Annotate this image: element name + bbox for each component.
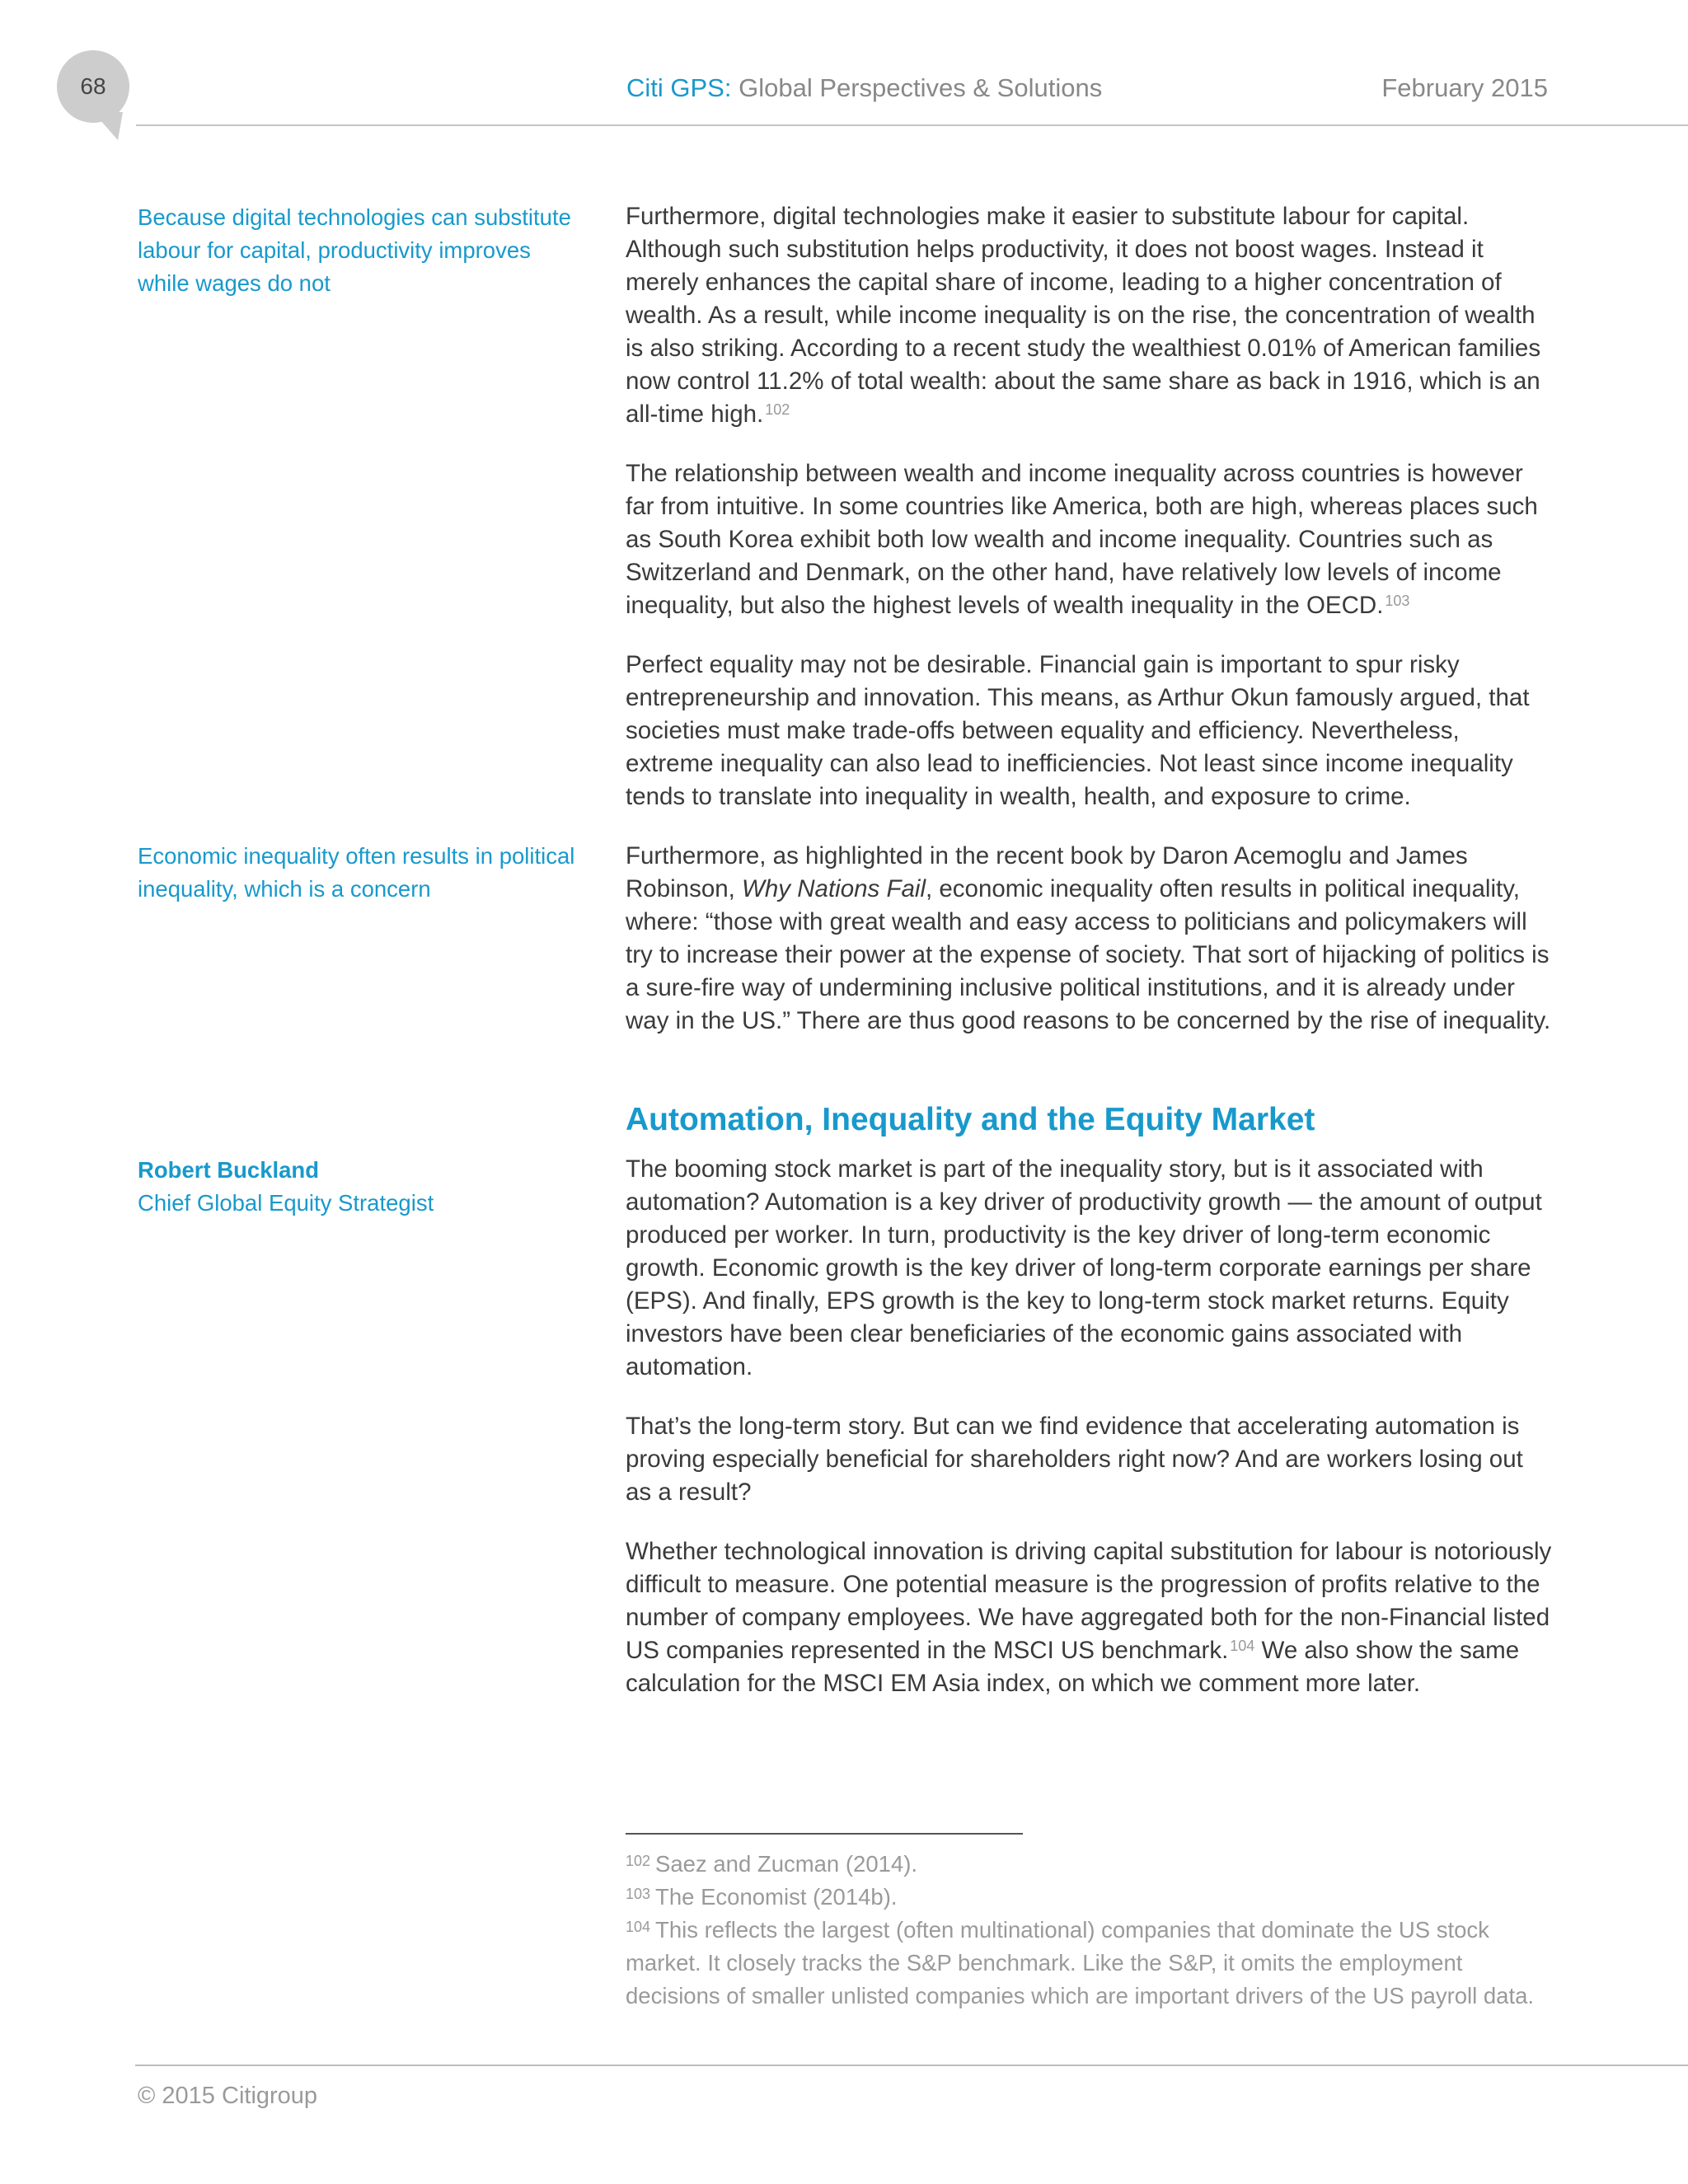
paragraph-7-text-b: We also show the same calculation for the MSCI EM Asia index, on which we comment more later. <box>626 1637 1520 1697</box>
paragraph-2-text: The relationship between wealth and income inequality across countries is however far from intuitive. In some countries like America, both are high, whereas places such as South Korea exhibit both low wealth and income inequality. Countries such as Switzerland and Denmark, on the other hand, have relatively low levels of income inequality, but also the highest levels of wealth inequality in the OECD. <box>626 460 1538 619</box>
book-title: Why Nations Fail <box>742 875 926 902</box>
paragraph-6-text: That’s the long-term story. But can we find evidence that accelerating automation is proving especially beneficial for shareholders right now? And are workers losing out as a result? <box>626 1413 1523 1506</box>
footnote-number: 103 <box>626 1886 651 1902</box>
sidenote-political-inequality: Economic inequality often results in political inequality, which is a concern <box>138 843 575 902</box>
header-divider <box>136 124 1688 126</box>
footnote-ref-103[interactable]: 103 <box>1385 593 1410 609</box>
page-badge-tail <box>88 112 123 140</box>
publication-title <box>626 73 1102 103</box>
footnote-ref-102[interactable]: 102 <box>765 401 790 418</box>
copyright: © 2015 Citigroup <box>138 2083 318 2109</box>
publication-date: February 2015 <box>1381 73 1548 102</box>
paragraph-3 <box>626 649 1553 813</box>
paragraph-4 <box>626 840 1553 1038</box>
paragraph-7 <box>626 1535 1553 1700</box>
brand-name: Citi GPS: <box>626 73 732 102</box>
footnote-104 <box>626 1914 1540 2013</box>
publication-subtitle: Global Perspectives & Solutions <box>738 73 1103 102</box>
footnote-ref-104[interactable]: 104 <box>1230 1638 1255 1654</box>
paragraph-5 <box>626 1153 1553 1384</box>
paragraph-5-text: The booming stock market is part of the inequality story, but is it associated with automation? Automation is a key driver of productivity growth — the amount of output produced per worker. In turn, productivity is the key driver of long-term economic growth. Economic growth is the key driver of long-term corporate earnings per share (EPS). And finally, EPS growth is the key to long-term stock market returns. Equity investors have been clear beneficiaries of the economic gains associated with automation. <box>626 1155 1542 1380</box>
page-number: 68 <box>80 73 106 99</box>
footnote-102 <box>626 1848 1540 1881</box>
footer-divider <box>135 2064 1688 2066</box>
footnote-103 <box>626 1881 1540 1914</box>
paragraph-7-text-a: Whether technological innovation is driving capital substitution for labour is notoriously difficult to measure. One potential measure is the progression of profits relative to the number of company employees. We have aggregated both for the non-Financial listed US companies represented in the MSCI US benchmark. <box>626 1538 1552 1664</box>
footnote-text: This reflects the largest (often multinational) companies that dominate the US stock market. It closely tracks the S&P benchmark. Like the S&P, it omits the employment decisions of smaller unlisted companies which are important drivers of the US payroll data. <box>626 1917 1535 2008</box>
sidenote-digital-substitution: Because digital technologies can substitute labour for capital, productivity improves while wages do not <box>138 204 571 296</box>
footnote-text: Saez and Zucman (2014). <box>655 1851 918 1877</box>
paragraph-1-text: Furthermore, digital technologies make it easier to substitute labour for capital. Although such substitution helps productivity, it does not boost wages. Instead it merely enhances the capital share of income, leading to a higher concentration of wealth. As a result, while income inequality is on the rise, the concentration of wealth is also striking. According to a recent study the wealthiest 0.01% of American families now control 11.2% of total wealth: about the same share as back in 1916, which is an all-time high. <box>626 203 1541 428</box>
paragraph-4-text-b: , economic inequality often results in political inequality, where: “those with great wealth and easy access to politicians and policymakers will try to increase their power at the expense of society. That sort of hijacking of politics is a sure-fire way of undermining inclusive political institutions, and it is already under way in the US.” There are thus good reasons to be concerned by the rise of inequality. <box>626 875 1551 1034</box>
author-title: Chief Global Equity Strategist <box>138 1190 434 1216</box>
paragraph-4-text-a: Furthermore, as highlighted in the recent book by Daron Acemoglu and James Robinson, <box>626 842 1468 902</box>
author-name: Robert Buckland <box>138 1157 320 1183</box>
author-block <box>138 1154 583 1220</box>
footnote-number: 104 <box>626 1919 651 1935</box>
paragraph-6 <box>626 1410 1553 1509</box>
footnote-divider <box>626 1833 1023 1835</box>
paragraph-2 <box>626 457 1553 622</box>
footnotes <box>626 1848 1540 2013</box>
footnote-text: The Economist (2014b). <box>655 1884 898 1910</box>
paragraph-3-text: Perfect equality may not be desirable. Financial gain is important to spur risky entrepreneurship and innovation. This means, as Arthur Okun famously argued, that societies must make trade-offs between equality and efficiency. Nevertheless, extreme inequality can also lead to inefficiencies. Not least since income inequality tends to translate into inequality in wealth, health, and exposure to crime. <box>626 651 1530 810</box>
paragraph-1 <box>626 200 1553 431</box>
section-heading: Automation, Inequality and the Equity Market <box>626 1102 1315 1137</box>
footnote-number: 102 <box>626 1853 651 1869</box>
